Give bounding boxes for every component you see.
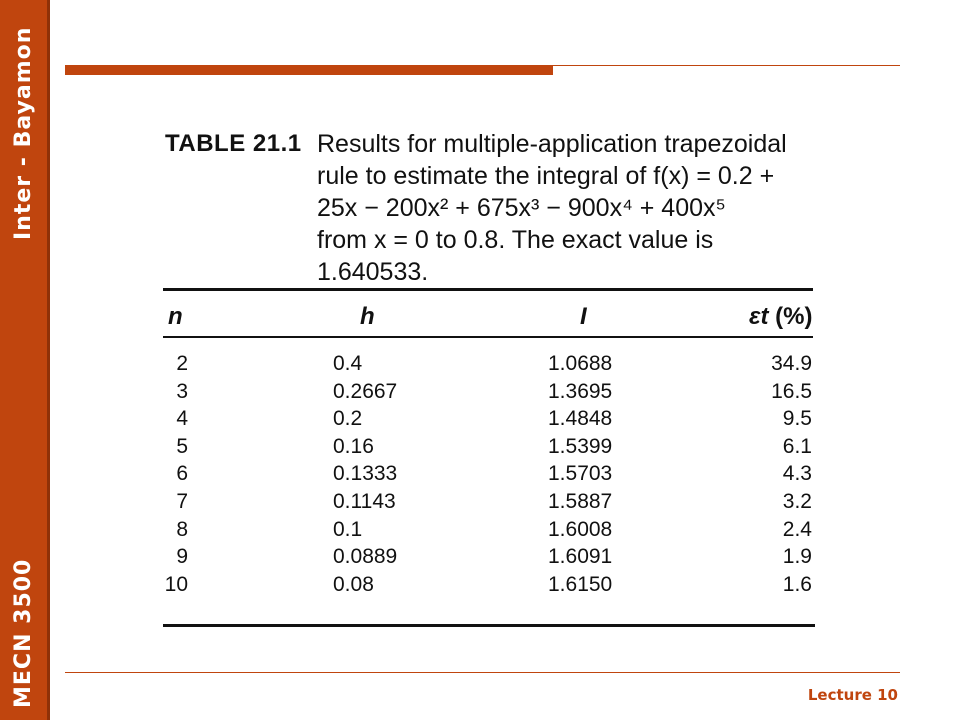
table-row [0,407,960,435]
sidebar-bottom-text: MECN 3500 [11,558,36,708]
table-row [0,435,960,463]
cell-n: 8 [176,517,188,541]
table-row [0,518,960,546]
cell-h: 0.1 [333,517,363,541]
caption-line: 25x − 200x² + 675x³ − 900x⁴ + 400x⁵ [317,194,726,222]
sidebar-top-text: Inter - Bayamon [11,26,36,240]
cell-i: 1.0688 [548,352,613,375]
cell-h: 0.0889 [333,545,398,569]
header-accent-bar [65,65,553,75]
cell-n: 3 [176,379,188,403]
cell-h: 0.1143 [333,490,396,513]
table-row [0,545,960,573]
cell-i: 1.3695 [548,379,613,403]
column-header-i: I [580,303,587,330]
lecture-label: Lecture 10 [807,686,898,704]
cell-error: 1.9 [782,545,812,569]
table-label: TABLE 21.1 [165,130,302,157]
cell-error: 4.3 [782,462,812,486]
cell-i: 1.4848 [548,407,613,431]
cell-n: 4 [176,407,188,431]
cell-n: 2 [176,352,188,375]
column-header-h: h [360,303,375,330]
cell-n: 6 [176,462,188,486]
cell-i: 1.6008 [548,517,613,541]
caption-line: Results for multiple-application trapezoidal [317,130,787,158]
caption-line: 1.640533. [317,258,429,286]
table-caption-text [317,128,797,288]
cell-error: 1.6 [782,572,812,596]
table-row [0,490,960,518]
caption-line: from x = 0 to 0.8. The exact value is [317,226,714,254]
table-header-rule [163,336,813,338]
cell-i: 1.5399 [548,434,613,458]
cell-n: 7 [176,490,188,513]
error-unit: (%) [775,303,813,330]
cell-n: 10 [164,572,188,596]
cell-h: 0.2 [333,407,363,431]
table-top-rule [163,288,813,291]
column-header-n: n [168,303,183,330]
caption-line: rule to estimate the integral of f(x) = 0.2 + [317,162,775,190]
cell-h: 0.08 [333,572,374,596]
table-row [0,573,960,601]
cell-error: 3.2 [782,490,812,513]
error-symbol: εt [749,303,769,330]
header-rule [553,65,900,66]
cell-error: 9.5 [782,407,812,431]
table-row [0,380,960,408]
table-caption [165,128,825,288]
cell-i: 1.5703 [548,462,613,486]
cell-h: 0.2667 [333,379,398,403]
cell-i: 1.6150 [548,572,613,596]
cell-i: 1.5887 [548,490,613,513]
cell-error: 16.5 [771,379,812,403]
cell-h: 0.4 [333,352,363,375]
cell-h: 0.16 [333,434,374,458]
footer-rule [65,672,900,673]
cell-i: 1.6091 [548,545,613,569]
cell-h: 0.1333 [333,462,398,486]
cell-n: 5 [176,434,188,458]
cell-error: 6.1 [782,434,812,458]
cell-error: 34.9 [771,352,812,375]
table-row [0,462,960,490]
cell-n: 9 [176,545,188,569]
cell-error: 2.4 [782,517,812,541]
table-row [0,352,960,380]
table-bottom-rule [163,624,815,627]
column-header-error [749,303,812,331]
